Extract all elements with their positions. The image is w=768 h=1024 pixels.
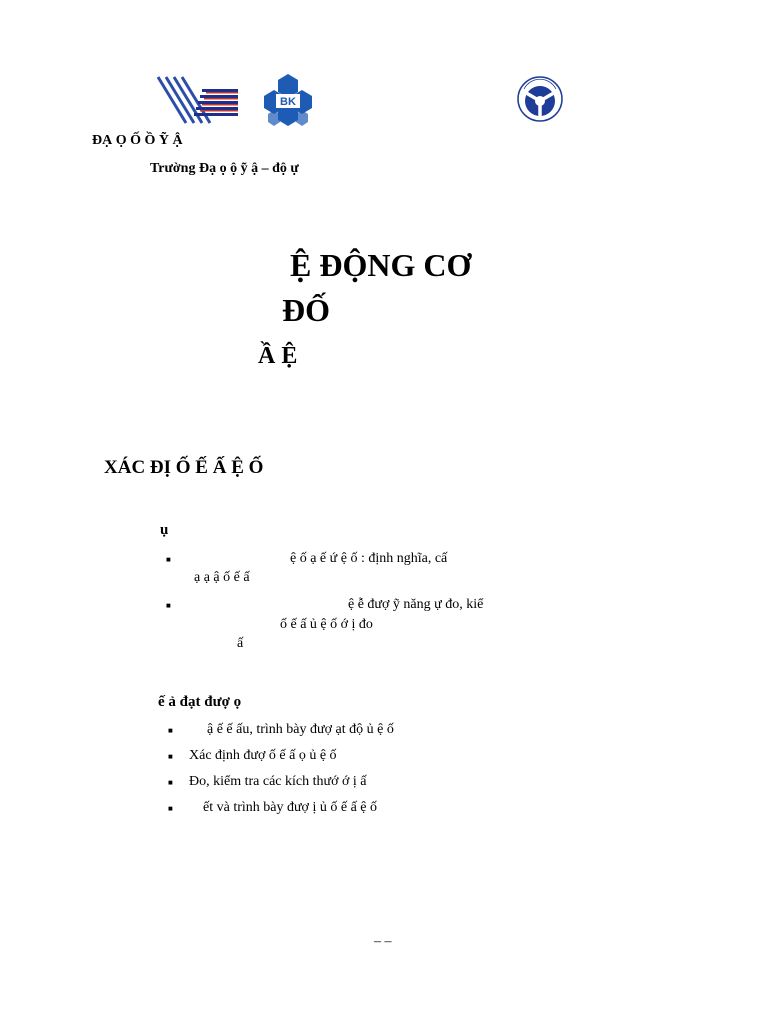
objectives-heading: ụ bbox=[160, 522, 169, 538]
objective-item-2-line-2: ố ế ấ ủ ệ ố ớ ị đo bbox=[280, 617, 373, 632]
objective-item-2-line-3: ấ bbox=[237, 636, 244, 651]
outcome-item-3: Đo, kiểm tra các kích thướ ớ ị ấ bbox=[189, 774, 367, 789]
svg-text:BK: BK bbox=[280, 96, 296, 108]
bullet-icon: ■ bbox=[166, 601, 171, 610]
bullet-icon: ■ bbox=[168, 804, 173, 813]
bullet-icon: ■ bbox=[166, 555, 171, 564]
bullet-icon: ■ bbox=[168, 752, 173, 761]
objective-item-2-line-1: ệ ễ đượ ỹ năng ự đo, kiể bbox=[348, 597, 484, 612]
bullet-icon: ■ bbox=[168, 778, 173, 787]
outcomes-heading: ế ả đạt đượ ọ bbox=[158, 694, 242, 710]
section-heading: XÁC ĐỊ Ố Ế Ấ Ệ Ố bbox=[104, 457, 264, 478]
faculty-name: Trường Đạ ọ ộ ỹ ậ – độ ự bbox=[150, 161, 299, 176]
outcome-item-4: ết và trình bày đượ ị ủ ố ế ấ ệ ố bbox=[203, 800, 377, 815]
vnu-logo bbox=[156, 75, 240, 125]
bullet-icon: ■ bbox=[168, 726, 173, 735]
bk-logo bbox=[260, 72, 316, 128]
svg-text:TP.HCM: TP.HCM bbox=[281, 107, 295, 112]
outcome-item-2: Xác định đượ ố ế ấ ọ ủ ệ ố bbox=[189, 748, 337, 763]
outcome-item-1: ậ ế ế ấu, trình bày đượ ạt độ ủ ệ ố bbox=[207, 722, 394, 737]
page-footer: – – bbox=[374, 934, 392, 949]
objective-item-1-line-2: ạ ạ ậ ố ế ấ bbox=[194, 570, 250, 585]
objective-item-1-line-1: ệ ố ạ ế ứ ệ ố : định nghĩa, cấ bbox=[290, 551, 448, 566]
university-seal-logo bbox=[516, 75, 564, 123]
document-title-line-1: Ệ ĐỘNG CƠ bbox=[290, 247, 472, 283]
institution-name: ĐẠ Ọ Ố Ồ Ỹ Ậ bbox=[92, 133, 183, 148]
document-subtitle: Ầ Ệ bbox=[258, 343, 298, 369]
document-title-line-2: ĐỐ bbox=[282, 292, 330, 328]
